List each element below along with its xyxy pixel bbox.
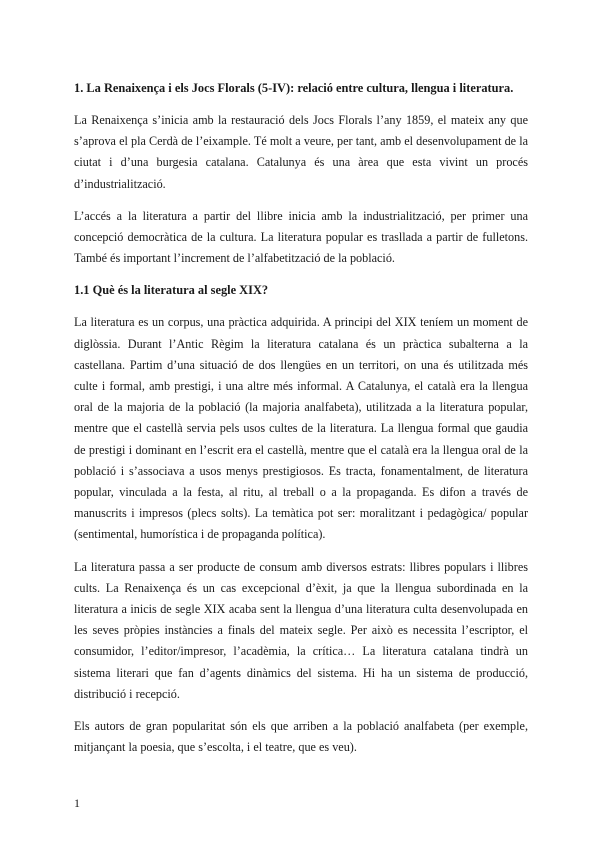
paragraph: La Renaixença s’inicia amb la restauració dels Jocs Florals l’any 1859, el mateix any que s’aprova el pla Cerdà de l’eixample. Té molt a veure, per tant, amb el desenvolupament de la ciutat i d’una burgesia catalana. Catalunya és una àrea que esta vivint un procés d’industrialització. <box>74 113 528 191</box>
paragraph: La literatura es un corpus, una pràctica adquirida. A principi del XIX teníem un moment de diglòssia. Durant l’Antic Règim la literatura catalana és un pràctica subalterna a la castellana. Partim d’una situació de dos llengües en un territori, on una és utilitzada més culte i formal, amb prestigi, i una altre més informal. A Catalunya, el català era la llengua oral de la majoria de la població (la majoria analfabeta), utilitzada a la literatura popular, mentre que el castellà servia pels usos cultes de la literatura. La llengua formal que gaudia de prestigi i dominant en l’escrit era el castellà, mentre que el català era la llengua oral de la població i s’associava a usos menys prestigiosos. Es tracta, fonamentalment, de literatura popular, vinculada a la festa, al ritu, al treball o a la propaganda. Es difon a través de manuscrits i impresos (plecs solts). La temàtica pot ser: moralitzant i pedagògica/ popular (sentimental, humorística i de propaganda política). <box>74 315 528 542</box>
page-number: 1 <box>74 796 80 810</box>
section-heading-literatura-segle-xix: 1.1 Què és la literatura al segle XIX? <box>74 283 269 298</box>
paragraph: L’accés a la literatura a partir del llibre inicia amb la industrialització, per primer una concepció democràtica de la cultura. La literatura popular es trasllada a partir de fulletons. També és important l’increment de l’alfabetització de la població. <box>74 208 528 266</box>
section-heading-renaixenca: 1. La Renaixença i els Jocs Florals (5-IV): relació entre cultura, llengua i literatura. <box>74 81 514 95</box>
document-page <box>74 78 528 769</box>
paragraph: La literatura passa a ser producte de consum amb diversos estrats: llibres populars i llibres cults. La Renaixença és un cas excepcional d’èxit, ja que la llengua subordinada en la literatura a inicis de segle XIX acaba sent la llengua d’una literatura culta desenvolupada en les seves pròpies instàncies a finals del mateix segle. Per això es necessita l’escriptor, el consumidor, l’editor/impresor, l’acadèmia, la crítica… La literatura catalana tindrà un sistema literari que fan d’agents dinàmics del sistema. Hi ha un sistema de producció, distribució i recepció. <box>74 559 528 701</box>
paragraph: Els autors de gran popularitat són els que arriben a la població analfabeta (per exemple, mitjançant la poesia, que s’escolta, i el teatre, que es veu). <box>74 719 528 755</box>
